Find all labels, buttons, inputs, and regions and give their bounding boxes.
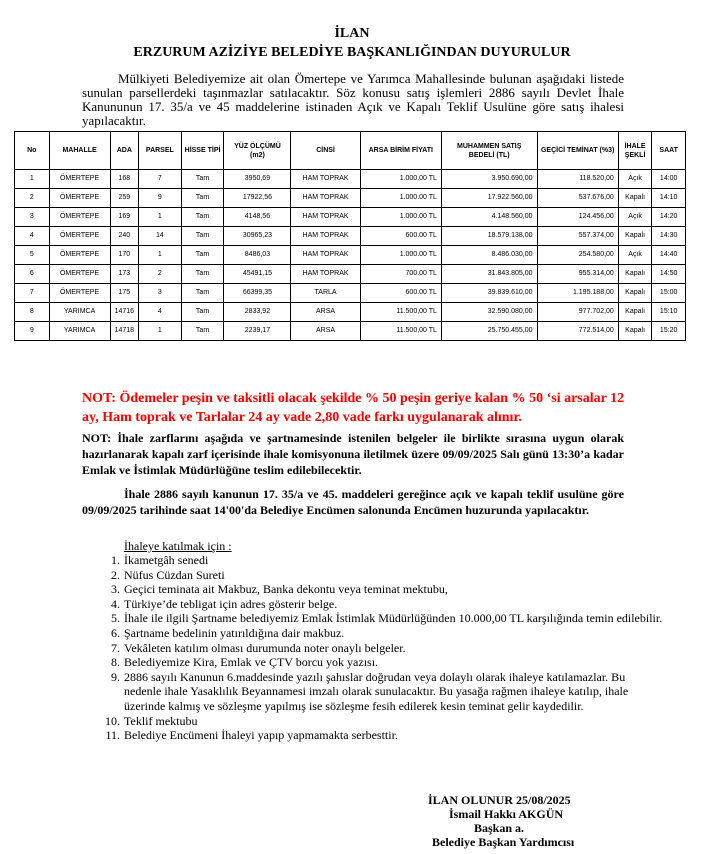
table-cell: 1.195.188,00 [537,284,618,303]
table-cell: Tam [181,189,224,208]
signatory-title: Belediye Başkan Yardımcısı [432,835,575,849]
table-cell: 1.000.00 TL [360,189,441,208]
column-header: MAHALLE [49,132,110,170]
table-row [15,208,686,227]
table-cell: HAM TOPRAK [291,208,360,227]
table-cell: HAM TOPRAK [291,170,360,189]
table-cell: 31.843.805,00 [441,265,537,284]
table-cell: 169 [110,208,138,227]
table-cell: 173 [110,265,138,284]
table-cell: 9 [139,189,182,208]
table-cell: 8 [15,303,50,322]
table-cell: ÖMERTEPE [49,284,110,303]
signatory-name: İsmail Hakkı AKGÜN [449,807,564,821]
requirement-item: 7. Vekâleten katılım olması durumunda noter onaylı belgeler. [123,641,665,656]
table-cell: 2239,17 [224,322,291,341]
table-cell: 66399,35 [224,284,291,303]
table-cell: 39.839.610,00 [441,284,537,303]
table-cell: ÖMERTEPE [49,208,110,227]
table-cell: 3 [139,284,182,303]
table-cell: 168 [110,170,138,189]
table-cell: 14:30 [652,227,686,246]
table-cell: Açık [618,208,652,227]
table-cell: Tam [181,170,224,189]
table-row [15,265,686,284]
table-cell: 14718 [110,322,138,341]
table-cell: Tam [181,284,224,303]
table-cell: ÖMERTEPE [49,227,110,246]
payment-note: NOT: Ödemeler peşin ve taksitli olacak şekilde % 50 peşin geriye kalan % 50 ‘si arsalar 12 ay, Ham toprak ve Tarlalar 24 ay vade 2,80 vade farkı uygulanarak alınır. [82,391,625,425]
table-cell: 2 [139,265,182,284]
table-cell: YARIMCA [49,303,110,322]
table-row [15,322,686,341]
column-header: ARSA BİRİM FİYATI [360,132,441,170]
table-cell: 170 [110,246,138,265]
table-cell: 14:10 [652,189,686,208]
table-cell: 4 [15,227,50,246]
table-cell: ÖMERTEPE [49,170,110,189]
table-row [15,170,686,189]
table-row [15,284,686,303]
column-header: No [15,132,50,170]
table-cell: 1 [139,246,182,265]
parcel-table [14,131,686,341]
table-row [15,189,686,208]
table-cell: Kapalı [618,189,652,208]
table-cell: Tam [181,246,224,265]
table-cell: 700.00 TL [360,265,441,284]
table-cell: ÖMERTEPE [49,189,110,208]
table-cell: 11.500,00 TL [360,303,441,322]
table-cell: 11.500,00 TL [360,322,441,341]
requirements-heading: İhaleye katılmak için : [124,539,232,553]
table-cell: YARIMCA [49,322,110,341]
intro-section [82,72,624,128]
column-header: CİNSİ [291,132,360,170]
table-cell: 15:20 [652,322,686,341]
table-cell: ARSA [291,322,360,341]
table-cell: Tam [181,265,224,284]
requirement-item: 2. Nüfus Cüzdan Sureti [123,568,665,583]
requirements-list [82,553,665,743]
table-cell: 537.676,00 [537,189,618,208]
table-cell: 557.374,00 [537,227,618,246]
notice-title: İLAN [334,26,370,41]
column-header: GEÇİCİ TEMİNAT (%3) [537,132,618,170]
table-cell: 14716 [110,303,138,322]
table-cell: 175 [110,284,138,303]
column-header: SAAT [652,132,686,170]
table-header-row [15,132,686,170]
table-cell: 600.00 TL [360,284,441,303]
requirement-item: 4. Türkiye’de tebligat için adres gösterir belge. [123,597,665,612]
table-cell: 14:00 [652,170,686,189]
table-cell: 14:20 [652,208,686,227]
table-cell: HAM TOPRAK [291,265,360,284]
table-cell: 124.456,00 [537,208,618,227]
table-cell: Tam [181,303,224,322]
table-cell: 254.580,00 [537,246,618,265]
table-cell: HAM TOPRAK [291,189,360,208]
table-cell: 9 [15,322,50,341]
table-cell: 977.702,00 [537,303,618,322]
column-header: ADA [110,132,138,170]
table-cell: 7 [139,170,182,189]
table-cell: 772.514,00 [537,322,618,341]
requirement-item: 3. Geçici teminata ait Makbuz, Banka dekontu veya teminat mektubu, [123,582,665,597]
table-cell: TARLA [291,284,360,303]
requirement-item: 8. Belediyemize Kira, Emlak ve ÇTV borcu yok yazısı. [123,655,665,670]
table-cell: 14:50 [652,265,686,284]
table-cell: 1 [15,170,50,189]
table-cell: 45491,15 [224,265,291,284]
table-cell: Kapalı [618,265,652,284]
table-cell: 32.590.080,00 [441,303,537,322]
table-cell: 1.000.00 TL [360,208,441,227]
requirement-item: 6. Şartname bedelinin yatırıldığına dair makbuz. [123,626,665,641]
table-cell: 2 [15,189,50,208]
table-cell: 1 [139,208,182,227]
table-cell: ARSA [291,303,360,322]
column-header: YÜZ ÖLÇÜMÜ (m2) [224,132,291,170]
table-cell: 14:40 [652,246,686,265]
table-row [15,246,686,265]
table-cell: 1.000.00 TL [360,170,441,189]
table-cell: 25.750.455,00 [441,322,537,341]
table-cell: 17.922.560,00 [441,189,537,208]
table-cell: 18.579.138,00 [441,227,537,246]
table-cell: 6 [15,265,50,284]
table-cell: 5 [15,246,50,265]
table-cell: 17922,56 [224,189,291,208]
table-cell: 3 [15,208,50,227]
table-cell: HAM TOPRAK [291,227,360,246]
signatory-position: Başkan a. [474,821,525,835]
table-cell: 8.486.030,00 [441,246,537,265]
submission-note: NOT: İhale zarflarını aşağıda ve şartnamesinde istenilen belgeler ile birlikte sırasına uygun olarak hazırlanarak kapalı zarf içerisinde ihale komisyonuna iletilmek üzere 09/09/2025 Salı günü 13:30’a kadar Emlak ve İstimlak Müdürlüğüne teslim edilebilecektir. [82,431,624,477]
table-cell: 4 [139,303,182,322]
table-cell: Açık [618,246,652,265]
requirement-item: 10. Teklif mektubu [123,714,665,729]
table-cell: 4148,56 [224,208,291,227]
intro-paragraph: Mülkiyeti Belediyemize ait olan Ömertepe ve Yarımca Mahallesinde bulunan aşağıdaki listede sunulan parsellerdeki taşınmazlar satılacaktır. Söz konusu satış işlemleri 2886 sayılı Devlet İhale Kanununun 17. 35/a ve 45 maddelerine istinaden Açık ve Kapalı Teklif Usulüne göre satış ihalesi yapılacaktır. [82,71,624,128]
column-header: HİSSE TİPİ [181,132,224,170]
column-header: İHALE ŞEKLİ [618,132,652,170]
table-cell: 30965,23 [224,227,291,246]
table-cell: 955.314,00 [537,265,618,284]
table-cell: 3.950.690,00 [441,170,537,189]
table-cell: 14 [139,227,182,246]
table-cell: ÖMERTEPE [49,246,110,265]
column-header: PARSEL [139,132,182,170]
requirement-item: 9. 2886 sayılı Kanunun 6.maddesinde yazılı şahıslar doğrudan veya dolaylı olarak ihaleye katılamazlar. Bu nedenle ihale Yasaklılık Beyannamesi imzalı olarak sunulacaktır. Bu yasağa rağmen ihaleye katılıp, ihale üzerinde kalmış ve sözleşme yapılmış ise sözleşme fesih edilerek kesin teminat gelir kaydedilir. [123,670,665,714]
table-cell: 3950,69 [224,170,291,189]
table-cell: 8486,03 [224,246,291,265]
table-cell: Tam [181,208,224,227]
table-cell: HAM TOPRAK [291,246,360,265]
table-cell: Kapalı [618,284,652,303]
table-cell: 7 [15,284,50,303]
table-cell: Tam [181,322,224,341]
table-cell: 1.000.00 TL [360,246,441,265]
table-row [15,227,686,246]
table-cell: 4.148.560,00 [441,208,537,227]
table-cell: 600.00 TL [360,227,441,246]
table-cell: Kapalı [618,303,652,322]
table-cell: 1 [139,322,182,341]
requirement-item: 11. Belediye Encümeni İhaleyi yapıp yapmamakta serbesttir. [123,728,665,743]
table-row [15,303,686,322]
column-header: MUHAMMEN SATIŞ BEDELİ (TL) [441,132,537,170]
requirement-item: 5. İhale ile ilgili Şartname belediyemiz Emlak İstimlak Müdürlüğünden 10.000,00 TL karşılığında temin edilebilir. [123,611,665,626]
table-cell: Kapalı [618,322,652,341]
notice-date: İLAN OLUNUR 25/08/2025 [428,793,571,807]
table-cell: Tam [181,227,224,246]
table-cell: 15:10 [652,303,686,322]
notice-subtitle: ERZURUM AZİZİYE BELEDİYE BAŞKANLIĞINDAN DUYURULUR [133,45,571,60]
table-cell: 15:00 [652,284,686,303]
table-cell: Kapalı [618,227,652,246]
table-cell: ÖMERTEPE [49,265,110,284]
table-cell: 259 [110,189,138,208]
table-cell: 240 [110,227,138,246]
table-body [15,170,686,341]
table-cell: 2833,92 [224,303,291,322]
requirement-item: 1. İkametgâh senedi [123,553,665,568]
table-cell: Açık [618,170,652,189]
table-cell: 118.520,00 [537,170,618,189]
auction-info-paragraph: İhale 2886 sayılı kanunun 17. 35/a ve 45. maddeleri gereğince açık ve kapalı teklif usulüne göre 09/09/2025 tarihinde saat 14'00'da Belediye Encümen salonunda Encümen huzurunda yapılacaktır. [82,487,624,517]
